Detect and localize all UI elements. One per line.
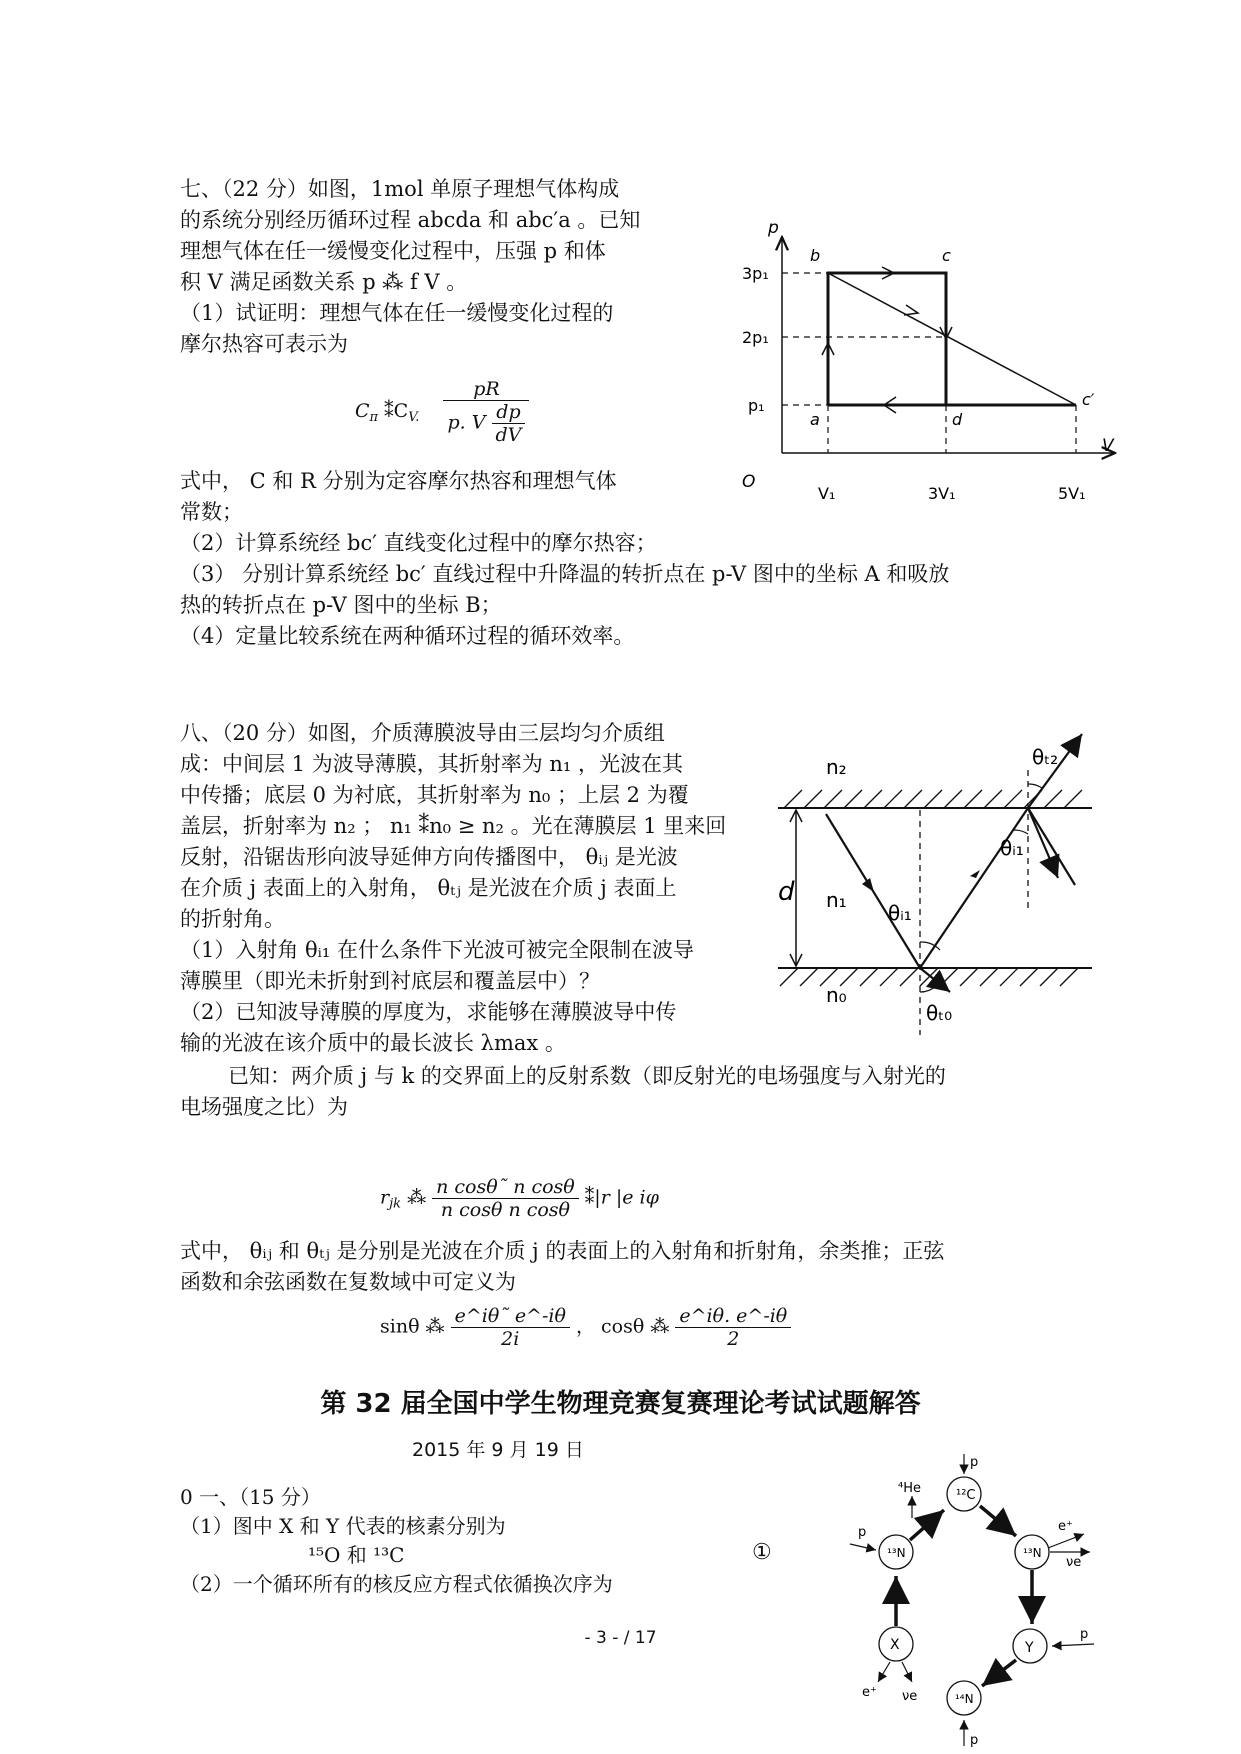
cno-cycle-diagram <box>840 1448 1120 1748</box>
label-nu-right: νe <box>1066 1555 1082 1570</box>
label-theta-i1-bottom: θᵢ₁ <box>888 901 912 925</box>
q8-after-2: 函数和余弦函数在复数域中可定义为 <box>180 1270 516 1294</box>
label-p-top: p <box>970 1455 979 1470</box>
label-he4: ⁴He <box>898 1481 921 1496</box>
page-number: - 3 - / 17 <box>584 1628 657 1648</box>
label-e-plus-right: e⁺ <box>1058 1519 1073 1534</box>
top-hatching <box>784 790 1082 808</box>
q8-formula-reflection: $r_{jk}$ ⁂ $\frac{\text{n cosθ˜ n cosθ}}{\text{n cosθ n cosθ}}$ ⁑|r |e iφ <box>380 1176 659 1221</box>
q8-line-2: 成：中间层 1 为波导薄膜，其折射率为 n₁ ，光波在其 <box>180 752 684 776</box>
q7-line-2: 的系统分别经历循环过程 abcda 和 abc′a 。已知 <box>180 208 641 232</box>
node-13n-left: ¹³N <box>887 1546 906 1560</box>
node-13n-right: ¹³N <box>1023 1546 1042 1560</box>
label-nu-left: νe <box>902 1689 918 1704</box>
q7-line-4: 积 V 满足函数关系 p ⁂ f V 。 <box>180 270 468 294</box>
q8-known-1: 已知：两介质 j 与 k 的交界面上的反射系数（即反射光的电场强度与入射光的 <box>228 1064 946 1088</box>
q7-after-6: （4）定量比较系统在两种循环过程的循环效率。 <box>180 624 635 648</box>
formula-numerator: pR <box>443 378 529 401</box>
node-y: Y <box>1025 1640 1034 1656</box>
q8-after-1: 式中， θᵢⱼ 和 θₜⱼ 是分别是光波在介质 j 的表面上的入射角和折射角，余类推；正弦 <box>180 1239 945 1263</box>
formula-dp: dp <box>492 401 526 424</box>
label-d: d <box>778 877 795 907</box>
formula-den-left: p. V <box>447 411 486 434</box>
direction-arrows <box>822 267 952 413</box>
formula-denominator <box>443 401 529 446</box>
line-bc-prime <box>828 273 1076 405</box>
bottom-hatching <box>780 968 1078 986</box>
cycle-thick-arrows <box>896 1506 1032 1686</box>
q8-text-after <box>180 1236 944 1298</box>
cos-denominator: 2 <box>727 1328 740 1350</box>
answer-line-2: （1）图中 X 和 Y 代表的核素分别为 <box>180 1514 506 1538</box>
q8-formula-sincos <box>380 1305 791 1350</box>
q8-line-4: 盖层，折射率为 n₂ ； n₁ ⁑n₀ ≥ n₂ 。光在薄膜层 1 里来回 <box>180 814 727 838</box>
q7-text <box>180 174 640 360</box>
q7-formula-heat-capacity <box>355 378 529 446</box>
q8-line-11: 输的光波在该介质中的最长波长 λmax 。 <box>180 1031 566 1055</box>
cycle-nodes <box>879 1477 1049 1715</box>
light-rays <box>826 734 1082 992</box>
node-12c: ¹²C <box>956 1488 976 1503</box>
answer-line-1: 0 一、（15 分） <box>180 1485 321 1509</box>
r-lhs-sub: jk <box>389 1196 402 1212</box>
xtick-5v1: 5V₁ <box>1058 484 1086 503</box>
sin-denominator: 2i <box>501 1328 520 1350</box>
q8-line-5: 反射，沿锯齿形向波导延伸方向传播图中， θᵢⱼ 是光波 <box>180 845 678 869</box>
q7-after-5: 热的转折点在 p-V 图中的坐标 B； <box>180 593 502 617</box>
waveguide-diagram <box>770 730 1120 1040</box>
point-c: c <box>942 246 951 265</box>
label-theta-t0: θₜ₀ <box>926 1001 953 1025</box>
sin-separator: ， <box>575 1315 595 1338</box>
q8-line-8: （1）入射角 θᵢ₁ 在什么条件下光波可被完全限制在波导 <box>180 938 694 962</box>
v-axis-label: V <box>1102 436 1114 456</box>
r-lhs: r <box>380 1186 390 1209</box>
point-c-prime: c′ <box>1082 390 1095 409</box>
q8-line-3: 中传播；底层 0 为衬底，其折射率为 n₀ ；上层 2 为覆 <box>180 783 689 807</box>
q7-after-3: （2）计算系统经 bc′ 直线变化过程中的摩尔热容； <box>180 531 657 555</box>
point-d: d <box>952 410 963 429</box>
label-n1: n₁ <box>826 888 847 912</box>
q7-after-1: 式中， C 和 R 分别为定容摩尔热容和理想气体 <box>180 469 617 493</box>
q7-after-2: 常数； <box>180 500 243 524</box>
pv-diagram <box>730 215 1130 515</box>
r-fraction <box>432 1176 579 1221</box>
formula-dpdv <box>492 401 526 446</box>
p-axis-label: p <box>768 218 779 238</box>
r-numerator: n cosθ˜ n cosθ <box>432 1176 579 1199</box>
answer-line-4: （2）一个循环所有的核反应方程式依循换次序为 <box>180 1572 613 1596</box>
xtick-3v1: 3V₁ <box>928 484 956 503</box>
normals <box>920 770 1028 1035</box>
ytick-2p1: 2p₁ <box>742 328 769 347</box>
q7-line-5: （1）试证明：理想气体在任一缓慢变化过程的 <box>180 301 614 325</box>
r-denominator: n cosθ n cosθ <box>440 1199 570 1221</box>
label-n0: n₀ <box>826 983 847 1007</box>
cos-lhs: cosθ ⁂ <box>601 1315 670 1338</box>
answer-date: 2015 年 9 月 19 日 <box>412 1439 584 1461</box>
formula-mid: ⁑C <box>384 400 409 422</box>
sin-numerator: e^iθ˜ e^-iθ <box>451 1305 570 1328</box>
formula-mid-sub: V. <box>408 410 420 425</box>
ytick-p1: p₁ <box>748 396 765 415</box>
answer-title: 第 32 届全国中学生物理竞赛复赛理论考试试题解答 <box>320 1389 921 1419</box>
formula-dv: dV <box>495 424 522 446</box>
formula-lhs-sub: π <box>369 410 379 425</box>
q7-after-4: （3） 分别计算系统经 bc′ 直线过程中升降温的转折点在 p-V 图中的坐标 A 和吸放 <box>180 562 950 586</box>
q7-line-6: 摩尔热容可表示为 <box>180 332 348 356</box>
q8-line-6: 在介质 j 表面上的入射角， θₜⱼ 是光波在介质 j 表面上 <box>180 876 677 900</box>
label-theta-i1-top: θᵢ₁ <box>1000 836 1024 860</box>
cos-numerator: e^iθ. e^-iθ <box>675 1305 791 1328</box>
cos-fraction <box>675 1305 791 1350</box>
q7-line-1: 七、（22 分）如图，1mol 单原子理想气体构成 <box>180 177 620 201</box>
dashed-guides <box>782 273 1076 453</box>
xtick-v1: V₁ <box>818 484 836 503</box>
q8-line-9: 薄膜里（即光未折射到衬底层和覆盖层中）？ <box>180 969 600 993</box>
label-p-bottom: p <box>970 1733 979 1748</box>
label-p-right: p <box>1080 1627 1089 1642</box>
origin-label: O <box>742 472 756 492</box>
label-n2: n₂ <box>826 755 847 779</box>
formula-lhs: C <box>355 400 370 422</box>
answer-text <box>180 1483 613 1599</box>
label-e-plus-left: e⁺ <box>862 1685 877 1700</box>
r-rhs: ⁑|r |e iφ <box>584 1186 659 1209</box>
q8-line-1: 八、（20 分）如图，介质薄膜波导由三层均匀介质组 <box>180 721 665 745</box>
label-theta-t2: θₜ₂ <box>1032 745 1059 769</box>
point-a: a <box>810 410 820 429</box>
answer-line-3: ¹⁵O 和 ¹³C <box>308 1543 405 1567</box>
q8-known-2: 电场强度之比）为 <box>180 1095 348 1119</box>
node-x: X <box>890 1637 900 1653</box>
point-b: b <box>810 246 821 265</box>
q8-line-7: 的折射角。 <box>180 907 285 931</box>
q8-line-10: （2）已知波导薄膜的厚度为，求能够在薄膜波导中传 <box>180 1000 677 1024</box>
formula-fraction <box>443 378 529 446</box>
q7-line-3: 理想气体在任一缓慢变化过程中，压强 p 和体 <box>180 239 606 263</box>
sin-fraction <box>451 1305 570 1350</box>
sin-lhs: sinθ ⁂ <box>380 1315 445 1338</box>
circled-number: ① <box>752 1540 772 1565</box>
node-14n: ¹⁴N <box>955 1692 974 1706</box>
label-p-left: p <box>858 1525 867 1540</box>
ytick-3p1: 3p₁ <box>742 264 769 283</box>
